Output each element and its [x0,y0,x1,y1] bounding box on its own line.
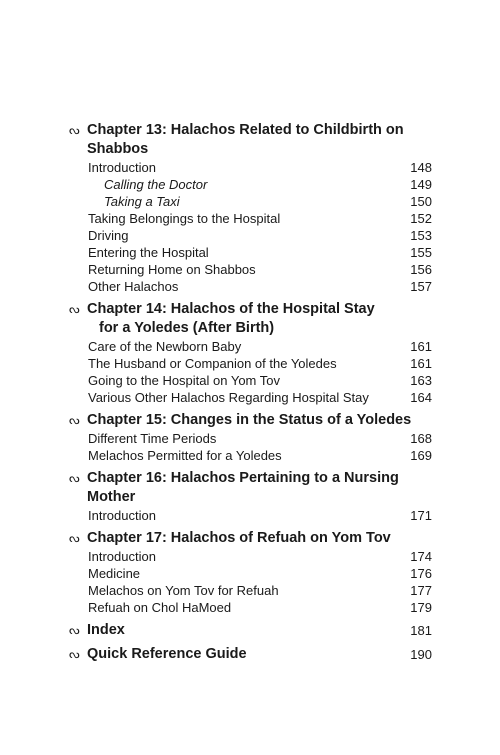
toc-entry[interactable] [88,372,432,389]
fleuron-icon: ᔓ [69,413,80,427]
fleuron-icon: ᔓ [69,123,80,137]
entry-label: Care of the Newborn Baby [88,339,242,354]
page-number: 174 [410,549,432,564]
page-number: 161 [410,339,432,354]
fleuron-icon: ᔓ [69,623,80,637]
toc-entry[interactable] [88,507,432,524]
page-number: 169 [410,448,432,463]
entry-list [70,548,432,616]
entry-list [70,507,432,524]
toc-chapter [70,121,432,295]
toc-entry[interactable] [88,278,432,295]
toc-entry[interactable] [88,227,432,244]
entry-list [70,338,432,406]
entry-label: Returning Home on Shabbos [88,262,256,277]
entry-label: Medicine [88,566,141,581]
entry-label: Introduction [88,508,156,523]
page-number: 157 [410,279,432,294]
chapter-heading[interactable] [70,645,432,664]
page-number: 161 [410,356,432,371]
fleuron-icon: ᔓ [69,302,80,316]
toc-entry[interactable] [88,599,432,616]
chapter-title: Chapter 16: Halachos Pertaining to a Nursing Mother [87,470,399,505]
toc-chapter [70,645,432,664]
page-number: 164 [410,390,432,405]
toc-chapter [70,411,432,464]
toc-entry[interactable] [88,582,432,599]
entry-label: Entering the Hospital [88,245,209,260]
entry-label: Introduction [88,549,156,564]
entry-label: Refuah on Chol HaMoed [88,600,232,615]
toc-entry[interactable] [88,338,432,355]
chapter-heading[interactable] [70,529,432,548]
toc-chapter [70,529,432,616]
entry-list [70,159,432,295]
toc-chapter [70,469,432,524]
page-number: 153 [410,228,432,243]
page-number: 149 [410,177,432,192]
toc-entry[interactable] [88,430,432,447]
toc-entry[interactable] [88,355,432,372]
entry-label: Going to the Hospital on Yom Tov [88,373,280,388]
entry-label: Various Other Halachos Regarding Hospital Stay [88,390,369,405]
chapter-title: Chapter 13: Halachos Related to Childbirth on Shabbos [87,122,404,157]
toc-entry[interactable] [88,548,432,565]
toc-chapter [70,621,432,640]
toc-entry[interactable] [88,447,432,464]
page-number: 181 [410,623,432,638]
fleuron-icon: ᔓ [69,531,80,545]
entry-label: Melachos Permitted for a Yoledes [88,448,282,463]
chapter-heading[interactable] [70,121,432,159]
page-number: 163 [410,373,432,388]
page-number: 176 [410,566,432,581]
chapter-title: Chapter 14: Halachos of the Hospital Stay [87,301,375,317]
page-number: 168 [410,431,432,446]
chapter-heading[interactable] [70,469,432,507]
entry-label: Driving [88,228,129,243]
toc-entry[interactable] [88,261,432,278]
page-number: 148 [410,160,432,175]
toc-chapter [70,300,432,406]
page-number: 171 [410,508,432,523]
entry-label: Other Halachos [88,279,179,294]
page-number: 156 [410,262,432,277]
toc-subentry[interactable] [88,176,432,193]
entry-label: Calling the Doctor [104,177,208,192]
chapter-title: Chapter 17: Halachos of Refuah on Yom Tov [87,530,391,546]
chapter-heading[interactable] [70,411,432,430]
entry-label: Taking a Taxi [104,194,180,209]
page-number: 179 [410,600,432,615]
page-number: 152 [410,211,432,226]
fleuron-icon: ᔓ [69,471,80,485]
entry-label: Melachos on Yom Tov for Refuah [88,583,279,598]
page-number: 155 [410,245,432,260]
chapter-title-continued: for a Yoledes (After Birth) [99,320,275,336]
chapter-title: Quick Reference Guide [87,646,247,662]
toc-entry[interactable] [88,244,432,261]
table-of-contents [70,121,432,669]
toc-entry[interactable] [88,210,432,227]
entry-label: The Husband or Companion of the Yoledes [88,356,337,371]
fleuron-icon: ᔓ [69,647,80,661]
chapter-heading[interactable] [70,300,432,338]
page-number: 177 [410,583,432,598]
toc-subentry[interactable] [88,193,432,210]
entry-list [70,430,432,464]
toc-entry[interactable] [88,159,432,176]
toc-entry[interactable] [88,389,432,406]
toc-entry[interactable] [88,565,432,582]
chapter-title: Chapter 15: Changes in the Status of a Yoledes [87,412,412,428]
entry-label: Taking Belongings to the Hospital [88,211,281,226]
entry-label: Introduction [88,160,156,175]
entry-label: Different Time Periods [88,431,217,446]
page-number: 190 [410,647,432,662]
chapter-title: Index [87,622,125,638]
page-number: 150 [410,194,432,209]
chapter-heading[interactable] [70,621,432,640]
